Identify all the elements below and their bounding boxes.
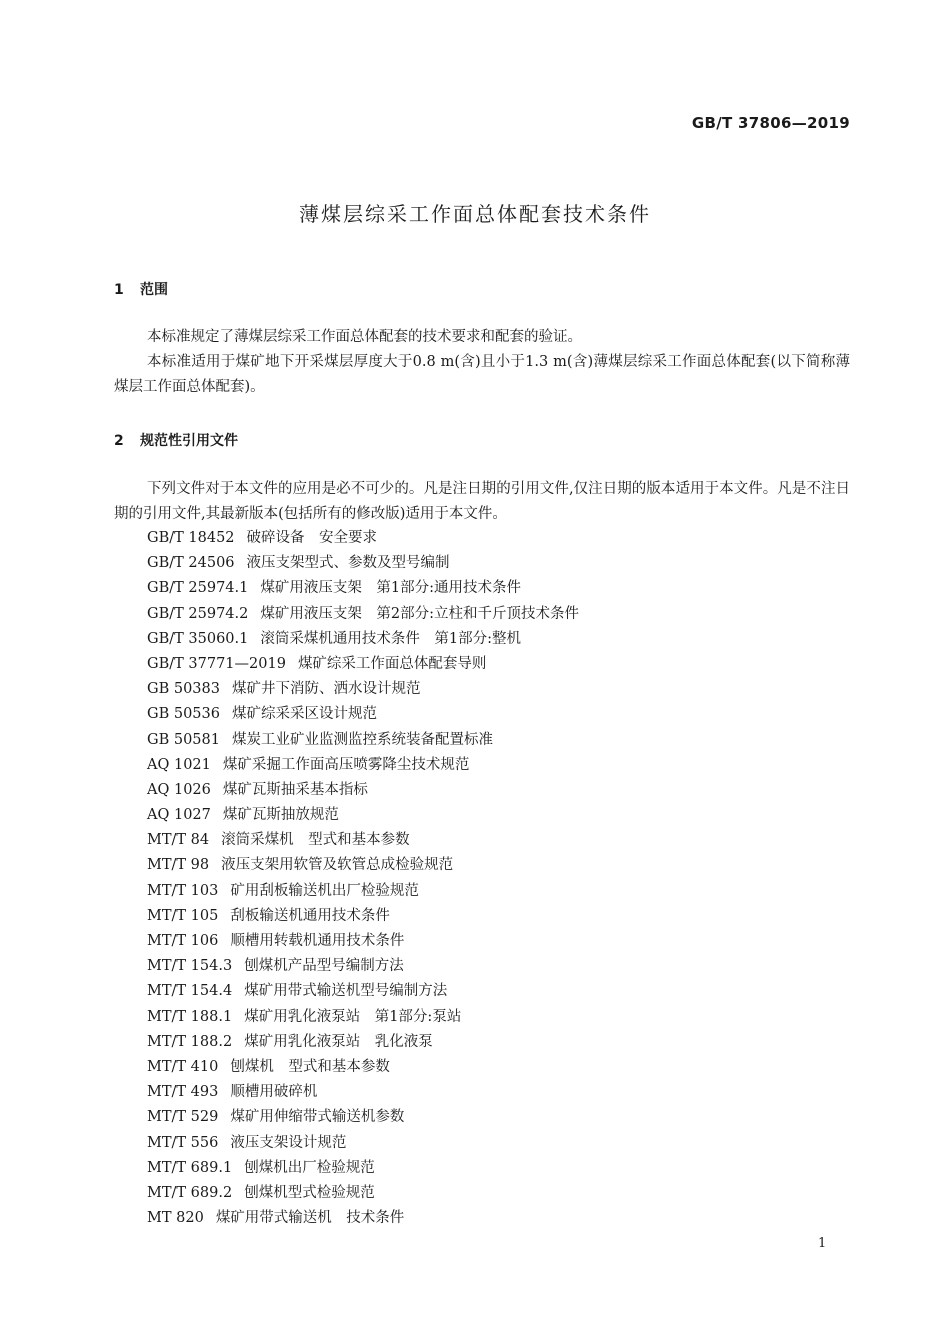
- reference-code: GB 50536: [147, 706, 220, 723]
- reference-title: 煤矿综采采区设计规范: [231, 706, 377, 723]
- reference-title: 煤矿用液压支架 第2部分:立柱和千斤顶技术条件: [260, 605, 579, 622]
- scope-paragraph-2: 本标准适用于煤矿地下开采煤层厚度大于0.8 m(含)且小于1.3 m(含)薄煤层综采工作面总体配套(以下简称薄煤层工作面总体配套)。: [114, 354, 850, 395]
- reference-code: GB/T 24506: [147, 555, 235, 572]
- reference-item: [147, 1131, 579, 1156]
- reference-code: GB/T 37771—2019: [147, 655, 286, 672]
- reference-title: 液压支架设计规范: [230, 1134, 347, 1151]
- reference-code: GB/T 25974.2: [147, 605, 249, 622]
- reference-title: 煤炭工业矿业监测监控系统装备配置标准: [231, 731, 493, 748]
- reference-title: 矿用刮板输送机出厂检验规范: [230, 882, 419, 899]
- reference-title: 刨煤机出厂检验规范: [244, 1159, 375, 1176]
- reference-title: 刮板输送机通用技术条件: [230, 907, 390, 924]
- reference-code: MT/T 103: [147, 882, 219, 899]
- reference-title: 煤矿用带式输送机型号编制方法: [244, 983, 448, 1000]
- reference-title: 破碎设备 安全要求: [246, 530, 378, 546]
- reference-code: MT/T 106: [147, 933, 219, 949]
- scope-paragraph-1: 本标准规定了薄煤层综采工作面总体配套的技术要求和配套的验证。: [147, 329, 582, 345]
- reference-item: [147, 677, 579, 702]
- reference-item: [147, 753, 579, 778]
- reference-code: MT/T 154.4: [147, 983, 233, 1000]
- reference-item: [147, 1055, 579, 1080]
- section-title: 范围: [140, 282, 168, 298]
- reference-code: MT/T 84: [147, 832, 210, 849]
- section-number: 2: [114, 433, 124, 449]
- reference-item: [147, 526, 579, 551]
- reference-code: MT/T 529: [147, 1109, 219, 1126]
- reference-item: [147, 576, 579, 601]
- reference-item: [147, 954, 579, 979]
- reference-item: [147, 702, 579, 727]
- reference-item: [147, 1080, 579, 1105]
- reference-title: 煤矿采掘工作面高压喷雾降尘技术规范: [222, 756, 470, 773]
- reference-item: [147, 1030, 579, 1055]
- document-title: 薄煤层综采工作面总体配套技术条件: [299, 202, 651, 226]
- reference-item: [147, 627, 579, 652]
- reference-code: MT/T 689.1: [147, 1159, 233, 1176]
- section-number: 1: [114, 282, 124, 298]
- reference-item: [147, 904, 579, 929]
- reference-item: [147, 551, 579, 576]
- reference-code: GB/T 18452: [147, 530, 235, 546]
- references-intro-paragraph: 下列文件对于本文件的应用是必不可少的。凡是注日期的引用文件,仅注日期的版本适用于本文件。凡是不注日期的引用文件,其最新版本(包括所有的修改版)适用于本文件。: [114, 481, 850, 522]
- reference-item: [147, 1181, 579, 1206]
- reference-title: 刨煤机型式检验规范: [244, 1184, 375, 1201]
- reference-code: MT/T 105: [147, 907, 219, 924]
- reference-code: AQ 1021: [147, 756, 211, 773]
- reference-title: 煤矿用乳化液泵站 第1部分:泵站: [244, 1008, 462, 1025]
- reference-item: [147, 803, 579, 828]
- reference-code: GB/T 25974.1: [147, 580, 249, 597]
- reference-item: [147, 929, 579, 954]
- reference-title: 滚筒采煤机 型式和基本参数: [221, 832, 410, 849]
- reference-title: 液压支架用软管及软管总成检验规范: [221, 857, 454, 874]
- reference-code: MT/T 493: [147, 1084, 219, 1101]
- reference-item: [147, 1005, 579, 1030]
- reference-item: [147, 979, 579, 1004]
- reference-title: 煤矿瓦斯抽放规范: [222, 807, 339, 824]
- reference-code: MT/T 689.2: [147, 1184, 233, 1201]
- reference-code: AQ 1027: [147, 807, 211, 824]
- reference-item: [147, 778, 579, 803]
- reference-code: GB 50383: [147, 681, 220, 698]
- reference-code: MT/T 410: [147, 1058, 219, 1075]
- reference-title: 顺槽用转载机通用技术条件: [230, 933, 405, 949]
- section-heading-scope: [114, 279, 168, 299]
- reference-title: 煤矿用带式输送机 技术条件: [215, 1210, 405, 1227]
- reference-code: MT 820: [147, 1210, 204, 1227]
- section-title: 规范性引用文件: [140, 433, 238, 449]
- reference-item: [147, 853, 579, 878]
- reference-code: MT/T 556: [147, 1134, 219, 1151]
- reference-code: MT/T 98: [147, 857, 210, 874]
- reference-code: MT/T 188.2: [147, 1033, 233, 1050]
- reference-item: [147, 652, 579, 677]
- reference-list: [147, 526, 579, 1231]
- reference-title: 刨煤机 型式和基本参数: [230, 1058, 390, 1075]
- reference-item: [147, 728, 579, 753]
- section-heading-normative-references: [114, 430, 238, 450]
- reference-item: [147, 1105, 579, 1130]
- reference-code: GB/T 35060.1: [147, 630, 249, 647]
- reference-title: 刨煤机产品型号编制方法: [244, 958, 404, 975]
- reference-item: [147, 828, 579, 853]
- reference-title: 滚筒采煤机通用技术条件 第1部分:整机: [260, 630, 521, 647]
- reference-code: GB 50581: [147, 731, 220, 748]
- reference-code: AQ 1026: [147, 781, 211, 798]
- page-number: 1: [818, 1236, 827, 1251]
- reference-item: [147, 602, 579, 627]
- reference-code: MT/T 154.3: [147, 958, 233, 975]
- reference-title: 煤矿综采工作面总体配套导则: [297, 655, 487, 672]
- reference-item: [147, 1156, 579, 1181]
- reference-title: 液压支架型式、参数及型号编制: [246, 555, 450, 572]
- reference-title: 煤矿用液压支架 第1部分:通用技术条件: [260, 580, 521, 597]
- reference-title: 煤矿用乳化液泵站 乳化液泵: [244, 1033, 433, 1050]
- reference-item: [147, 879, 579, 904]
- reference-title: 煤矿井下消防、洒水设计规范: [231, 681, 421, 698]
- reference-code: MT/T 188.1: [147, 1008, 233, 1025]
- reference-title: 煤矿用伸缩带式输送机参数: [230, 1109, 405, 1126]
- reference-item: [147, 1206, 579, 1231]
- reference-title: 顺槽用破碎机: [230, 1084, 318, 1101]
- reference-title: 煤矿瓦斯抽采基本指标: [222, 781, 368, 798]
- standard-number: GB/T 37806—2019: [691, 114, 850, 132]
